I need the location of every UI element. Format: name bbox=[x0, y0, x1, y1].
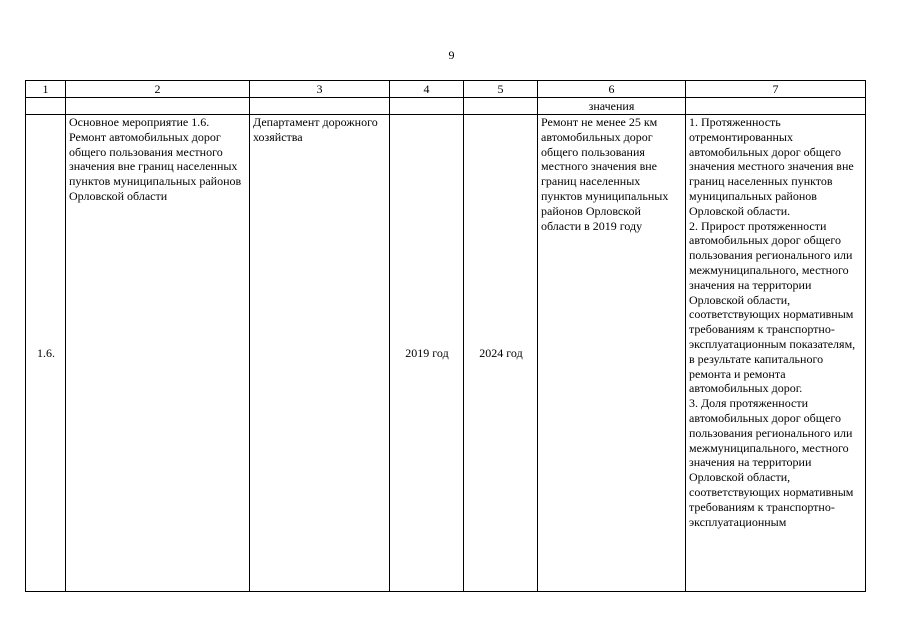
table-row bbox=[26, 115, 866, 592]
continuation-cell-6: значения bbox=[538, 98, 686, 115]
continuation-cell-7 bbox=[686, 98, 866, 115]
header-col-1: 1 bbox=[26, 81, 66, 98]
header-col-3: 3 bbox=[250, 81, 390, 98]
row-number-cell: 1.6. bbox=[26, 115, 66, 592]
end-year-cell: 2024 год bbox=[464, 115, 538, 592]
column-number-row bbox=[26, 81, 866, 98]
indicator-item: 3. Доля протяженности автомобильных дорог общего пользования регионального или межмуниципального, местного значения на территории Орловской области, соответствующих нормативным требованиям к транспортно-эксплуатационным bbox=[689, 396, 854, 529]
indicator-item: 2. Прирост протяженности автомобильных дорог общего пользования регионального или межмуниципального, местного значения на территории Орловской области, соответствующих нормативным требованиям к транспортно-эксплуатационным показателям, в результате капитального ремонта и ремонта автомобильных дорог. bbox=[689, 218, 856, 396]
page-number: 9 bbox=[448, 48, 455, 62]
header-col-6: 6 bbox=[538, 81, 686, 98]
measure-cell: Основное мероприятие 1.6. Ремонт автомобильных дорог общего пользования местного значения вне границ населенных пунктов муниципальных районов Орловской области bbox=[66, 115, 250, 592]
start-year-cell: 2019 год bbox=[390, 115, 464, 592]
executor-cell: Департамент дорожного хозяйства bbox=[250, 115, 390, 592]
continuation-cell-2 bbox=[66, 98, 250, 115]
continuation-row bbox=[26, 98, 866, 115]
continuation-cell-3 bbox=[250, 98, 390, 115]
header-col-5: 5 bbox=[464, 81, 538, 98]
continuation-cell-4 bbox=[390, 98, 464, 115]
continuation-cell-1 bbox=[26, 98, 66, 115]
header-col-4: 4 bbox=[390, 81, 464, 98]
program-measures-table bbox=[25, 80, 866, 592]
indicator-item: 1. Протяженность отремонтированных автомобильных дорог общего значения местного значения вне границ населенных пунктов муниципальных районов Орловской области. bbox=[689, 115, 854, 218]
expected-result-cell: Ремонт не менее 25 км автомобильных дорог общего пользования местного значения вне границ населенных пунктов муниципальных районов Орловской области в 2019 году bbox=[538, 115, 686, 592]
header-col-2: 2 bbox=[66, 81, 250, 98]
header-col-7: 7 bbox=[686, 81, 866, 98]
indicators-cell bbox=[686, 115, 866, 592]
continuation-cell-5 bbox=[464, 98, 538, 115]
